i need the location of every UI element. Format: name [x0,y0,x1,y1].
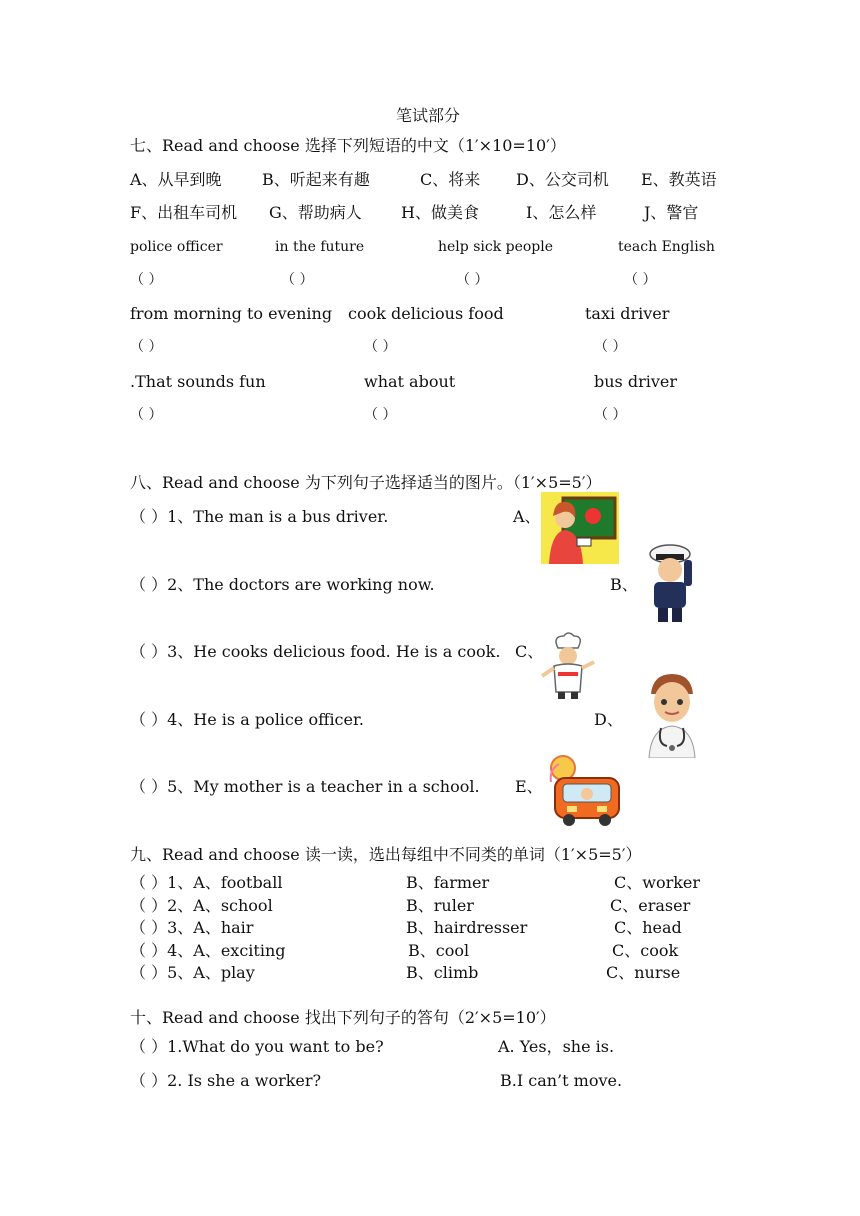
picture-option-e-label: E、 [515,777,543,796]
option-i: I、怎么样 [526,203,597,222]
answer-blank[interactable]: （ ） [281,272,314,288]
choice-9-1-c: C、worker [614,873,701,892]
phrase-from-morning-to-evening: from morning to evening [130,304,333,323]
section-7-heading: 七、Read and choose 选择下列短语的中文（1′×10=10′） [130,136,566,155]
phrase-that-sounds-fun: .That sounds fun [130,372,266,391]
question-8-3: （ ）3、He cooks delicious food. He is a cook. [130,642,501,661]
phrase-cook-delicious-food: cook delicious food [348,304,504,323]
option-f: F、出租车司机 [130,203,238,222]
choice-9-4-b: B、cool [408,941,470,960]
answer-blank[interactable]: （ ） [130,407,163,423]
bus-driver-icon [541,752,625,828]
picture-option-d-label: D、 [594,710,623,729]
phrase-what-about: what about [364,372,456,391]
option-b: B、听起来有趣 [262,170,370,189]
question-8-5: （ ）5、My mother is a teacher in a school. [130,777,480,796]
section-8-heading: 八、Read and choose 为下列句子选择适当的图片。（1′×5=5′） [130,473,602,492]
page-title: 笔试部分 [396,106,461,125]
answer-blank[interactable]: （ ） [594,407,627,423]
answer-10-a: A. Yes，she is. [498,1037,615,1056]
phrase-in-the-future: in the future [275,239,365,255]
question-8-4: （ ）4、He is a police officer. [130,710,364,729]
answer-blank[interactable]: （ ） [594,339,627,355]
choice-9-5-c: C、nurse [606,963,681,982]
section-10-heading: 十、Read and choose 找出下列句子的答句（2′×5=10′） [130,1008,556,1027]
teacher-icon [541,492,619,564]
answer-blank[interactable]: （ ） [456,272,489,288]
answer-blank[interactable]: （ ） [364,339,397,355]
option-g: G、帮助病人 [269,203,362,222]
section-9-heading: 九、Read and choose 读一读，选出每组中不同类的单词（1′×5=5′） [130,845,642,864]
phrase-taxi-driver: taxi driver [585,304,670,323]
picture-option-c-label: C、 [515,642,544,661]
doctor-icon [645,672,699,758]
picture-option-b-label: B、 [610,575,638,594]
question-8-2: （ ）2、The doctors are working now. [130,575,435,594]
police-officer-icon [642,542,698,626]
option-d: D、公交司机 [516,170,609,189]
phrase-teach-english: teach English [618,239,715,255]
question-9-3: （ ）3、A、hair [130,918,254,937]
question-9-5: （ ）5、A、play [130,963,255,982]
option-j: J、警官 [644,203,699,222]
option-a: A、从早到晚 [130,170,222,189]
answer-10-b: B.I can’t move. [500,1071,623,1090]
choice-9-3-c: C、head [614,918,682,937]
option-h: H、做美食 [401,203,479,222]
picture-option-a-label: A、 [513,507,541,526]
choice-9-4-c: C、cook [612,941,679,960]
question-9-1: （ ）1、A、football [130,873,283,892]
question-10-1: （ ）1.What do you want to be? [130,1037,384,1056]
choice-9-3-b: B、hairdresser [406,918,528,937]
answer-blank[interactable]: （ ） [130,339,163,355]
choice-9-1-b: B、farmer [406,873,490,892]
answer-blank[interactable]: （ ） [364,407,397,423]
question-9-2: （ ）2、A、school [130,896,273,915]
question-10-2: （ ）2. Is she a worker? [130,1071,322,1090]
question-8-1: （ ）1、The man is a bus driver. [130,507,389,526]
choice-9-2-b: B、ruler [406,896,474,915]
answer-blank[interactable]: （ ） [130,272,163,288]
choice-9-5-b: B、climb [406,963,479,982]
option-c: C、将来 [420,170,481,189]
answer-blank[interactable]: （ ） [624,272,657,288]
choice-9-2-c: C、eraser [610,896,691,915]
phrase-bus-driver: bus driver [594,372,678,391]
phrase-police-officer: police officer [130,239,223,255]
phrase-help-sick-people: help sick people [438,239,554,255]
question-9-4: （ ）4、A、exciting [130,941,286,960]
option-e: E、教英语 [641,170,717,189]
chef-icon [538,632,598,700]
